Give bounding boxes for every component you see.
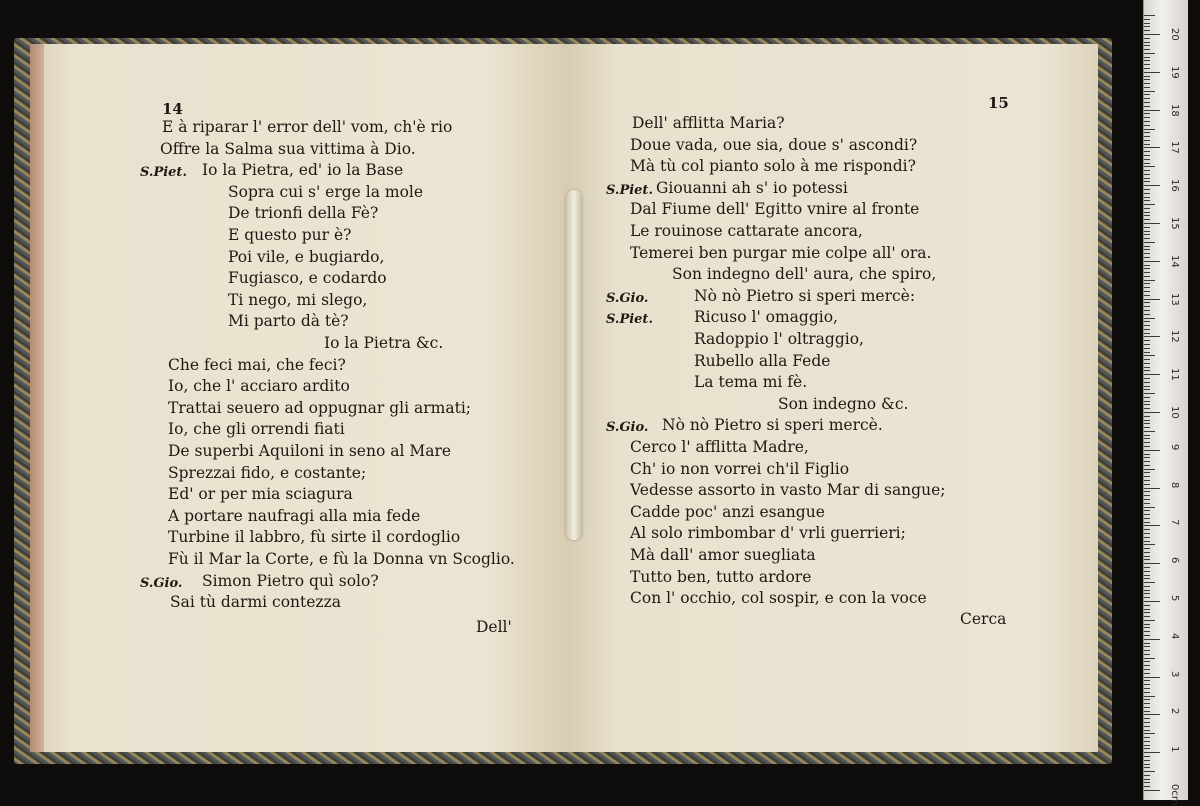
ruler-tick <box>1144 767 1150 768</box>
ruler-label: 16 <box>1169 179 1180 192</box>
verse-line: A portare naufragi alla mia fede <box>168 506 421 525</box>
verse-line: Cadde poc' anzi esangue <box>630 502 825 521</box>
ruler-tick <box>1144 325 1150 326</box>
ruler-tick <box>1144 571 1150 572</box>
ruler-tick <box>1144 457 1150 458</box>
ruler-tick <box>1144 646 1150 647</box>
ruler-tick <box>1144 163 1150 164</box>
ruler-tick <box>1144 435 1150 436</box>
page-number-left: 14 <box>162 100 183 118</box>
ruler-tick <box>1144 83 1150 84</box>
verse-line: Io, che gli orrendi fiati <box>168 420 345 439</box>
ruler-tick <box>1144 552 1150 553</box>
ruler-label: 9 <box>1169 443 1180 451</box>
ruler-tick <box>1144 257 1150 258</box>
ruler-tick <box>1144 295 1150 296</box>
ruler-tick <box>1144 45 1150 46</box>
ruler-tick <box>1144 166 1155 167</box>
ruler-tick <box>1144 677 1160 678</box>
ruler-tick <box>1144 110 1160 111</box>
ruler-tick <box>1144 299 1160 300</box>
ruler-tick <box>1144 291 1150 292</box>
verse-line: Sopra cui s' erge la mole <box>228 182 424 201</box>
ruler-tick <box>1144 620 1155 621</box>
ruler-tick <box>1144 60 1150 61</box>
ruler-tick <box>1144 129 1155 130</box>
ruler-tick <box>1144 518 1150 519</box>
ruler-tick <box>1144 669 1150 670</box>
ruler-tick <box>1144 771 1155 772</box>
ruler-tick <box>1144 454 1150 455</box>
ruler-tick <box>1144 423 1150 424</box>
page-number-right: 15 <box>988 94 1009 112</box>
ruler-tick <box>1144 132 1150 133</box>
verse-line: Dal Fiume dell' Egitto vnire al fronte <box>630 200 920 219</box>
ruler-tick <box>1144 19 1150 20</box>
ruler-tick <box>1144 616 1150 617</box>
verse-line: La tema mi fè. <box>694 373 808 392</box>
ruler-tick <box>1144 612 1150 613</box>
ruler-tick <box>1144 488 1160 489</box>
ruler-tick <box>1144 106 1150 107</box>
ruler-tick <box>1144 329 1150 330</box>
ruler-tick <box>1144 23 1150 24</box>
ruler-tick <box>1144 140 1150 141</box>
verse-line: Io la Pietra &c. <box>324 334 444 352</box>
ruler-label: 12 <box>1169 330 1180 344</box>
ruler-tick <box>1144 635 1150 636</box>
ruler-label: 2 <box>1169 708 1180 715</box>
ruler-tick <box>1144 484 1150 485</box>
ruler-tick <box>1144 151 1150 152</box>
ruler-tick <box>1144 567 1150 568</box>
verse-line: Son indegno &c. <box>778 394 909 413</box>
ruler-tick <box>1144 57 1150 58</box>
ruler-tick <box>1144 38 1150 39</box>
ruler-tick <box>1144 30 1150 31</box>
ruler-tick <box>1144 416 1150 417</box>
ruler-tick <box>1144 586 1150 587</box>
ruler-tick <box>1144 627 1150 628</box>
ruler-tick <box>1144 450 1160 451</box>
ruler-label: 5 <box>1169 595 1180 602</box>
ruler-tick <box>1144 181 1150 182</box>
ruler-tick <box>1144 68 1150 69</box>
ruler-tick <box>1144 661 1150 662</box>
ruler-tick <box>1144 174 1150 175</box>
ruler-tick <box>1144 711 1150 712</box>
ruler-tick <box>1144 563 1160 564</box>
verse-line: Al solo rimbombar d' vrli guerrieri; <box>630 524 906 543</box>
ruler-tick <box>1144 495 1150 496</box>
ruler-tick <box>1144 756 1150 757</box>
ruler-tick <box>1144 544 1155 545</box>
ruler-tick <box>1144 609 1150 610</box>
ruler-tick <box>1144 302 1150 303</box>
ruler-tick <box>1144 121 1150 122</box>
ruler-tick <box>1144 665 1150 666</box>
verse-line: De superbi Aquiloni in seno al Mare <box>168 442 452 460</box>
ruler-tick <box>1144 673 1150 674</box>
ruler-tick <box>1144 782 1150 783</box>
verse-line: Temerei ben purgar mie colpe all' ora. <box>630 243 932 262</box>
ruler-tick <box>1144 643 1150 644</box>
verse-line: Sprezzai fido, e costante; <box>168 463 367 482</box>
ruler-tick <box>1144 249 1150 250</box>
ruler-tick <box>1144 741 1150 742</box>
ruler-tick <box>1144 764 1150 765</box>
ruler-tick <box>1144 575 1150 576</box>
ruler-tick <box>1144 472 1150 473</box>
ruler-tick <box>1144 280 1155 281</box>
ruler-tick <box>1144 159 1150 160</box>
verse-line: Io la Pietra, ed' io la Base <box>202 161 404 180</box>
ruler-tick <box>1144 537 1150 538</box>
ruler-tick <box>1144 503 1150 504</box>
ruler-tick <box>1144 692 1150 693</box>
ruler-tick <box>1144 514 1150 515</box>
ruler-tick <box>1144 510 1150 511</box>
ruler-tick <box>1144 582 1155 583</box>
ruler-tick <box>1144 34 1160 35</box>
ruler-tick <box>1144 272 1150 273</box>
verse-line: Son indegno dell' aura, che spiro, <box>672 265 937 284</box>
ruler-tick <box>1144 242 1155 243</box>
ruler-label: 6 <box>1169 557 1180 564</box>
verse-line: Ricuso l' omaggio, <box>694 308 838 327</box>
ruler-tick <box>1144 556 1150 557</box>
verse-line: Ch' io non vorrei ch'il Figlio <box>630 459 850 478</box>
ruler-tick <box>1144 355 1155 356</box>
ruler-tick <box>1144 367 1150 368</box>
ruler-tick <box>1144 227 1150 228</box>
ruler-tick <box>1144 314 1150 315</box>
verse-line: Vedesse assorto in vasto Mar di sangue; <box>630 481 946 500</box>
ruler-label: 10 <box>1169 406 1180 419</box>
ruler-tick <box>1144 699 1150 700</box>
ruler-tick <box>1144 212 1150 213</box>
verse-line: Doue vada, oue sia, doue s' ascondi? <box>630 135 918 154</box>
verse-line: Io, che l' acciaro ardito <box>168 377 350 396</box>
ruler-label: 7 <box>1169 519 1180 526</box>
ruler-tick <box>1144 42 1150 43</box>
ruler-tick <box>1144 178 1150 179</box>
ruler-tick <box>1144 246 1150 247</box>
ruler-tick <box>1144 234 1150 235</box>
ruler-tick <box>1144 650 1150 651</box>
verse-line: Ed' or per mia sciagura <box>168 485 353 504</box>
verse-line: Tutto ben, tutto ardore <box>630 567 812 586</box>
ruler-tick <box>1144 412 1160 413</box>
ruler-tick <box>1144 722 1150 723</box>
verse-line: Simon Pietro quì solo? <box>202 571 379 590</box>
ruler-tick <box>1144 197 1150 198</box>
verse-line: Radoppio l' oltraggio, <box>694 330 864 348</box>
measuring-ruler <box>1143 0 1188 806</box>
ruler-tick <box>1144 208 1150 209</box>
ruler-tick <box>1144 382 1150 383</box>
ruler-tick <box>1144 525 1160 526</box>
catchword-right: Cerca <box>960 610 1007 628</box>
ruler-tick <box>1144 26 1150 27</box>
ruler-tick <box>1144 64 1150 65</box>
ruler-tick <box>1144 752 1160 753</box>
ruler-tick <box>1144 15 1155 16</box>
ruler-tick <box>1144 147 1160 148</box>
ruler-tick <box>1144 253 1150 254</box>
ruler-tick <box>1144 321 1150 322</box>
ruler-tick <box>1144 779 1150 780</box>
ruler-tick <box>1144 420 1150 421</box>
verse-line: Mà dall' amor suegliata <box>630 546 816 564</box>
verse-line: Giouanni ah s' io potessi <box>656 178 848 197</box>
ruler-tick <box>1144 718 1150 719</box>
verse-line: Mà tù col pianto solo à me rispondi? <box>630 157 916 176</box>
ruler-tick <box>1144 76 1150 77</box>
ruler-tick <box>1144 658 1155 659</box>
ruler-tick <box>1144 499 1150 500</box>
ruler-tick <box>1144 336 1160 337</box>
ruler-tick <box>1144 261 1160 262</box>
ruler-tick <box>1144 714 1160 715</box>
ruler-tick <box>1144 745 1150 746</box>
ruler-tick <box>1144 446 1150 447</box>
speaker-label: S.Piet. <box>140 165 187 181</box>
ruler-tick <box>1144 344 1150 345</box>
right-page <box>566 44 1098 752</box>
ruler-tick <box>1144 283 1150 284</box>
ruler-label: 15 <box>1169 217 1180 230</box>
ruler-tick <box>1144 680 1150 681</box>
ruler-tick <box>1144 401 1150 402</box>
verse-line: De trionfi della Fè? <box>228 204 379 223</box>
ruler-tick <box>1144 578 1150 579</box>
ruler-tick <box>1144 378 1150 379</box>
ruler-tick <box>1144 480 1150 481</box>
ruler-tick <box>1144 79 1150 80</box>
ruler-tick <box>1144 136 1150 137</box>
ruler-tick <box>1144 461 1150 462</box>
ruler-tick <box>1144 333 1150 334</box>
ruler-label: 17 <box>1169 141 1180 155</box>
verse-line: Fugiasco, e codardo <box>228 269 387 288</box>
ruler-tick <box>1144 170 1150 171</box>
ruler-tick <box>1144 306 1150 307</box>
binding-thread <box>566 190 582 540</box>
verse-line: E questo pur è? <box>228 226 352 244</box>
verse-line: Offre la Salma sua vittima à Dio. <box>160 139 416 158</box>
speaker-label: S.Gio. <box>606 420 649 436</box>
ruler-tick <box>1144 465 1150 466</box>
ruler-tick <box>1144 684 1150 685</box>
ruler-tick <box>1144 442 1150 443</box>
ruler-tick <box>1144 605 1150 606</box>
ruler-tick <box>1144 469 1155 470</box>
ruler-tick <box>1144 438 1150 439</box>
ruler-tick <box>1144 72 1160 73</box>
ruler-tick <box>1144 696 1155 697</box>
verse-line: Poi vile, e bugiardo, <box>228 247 385 266</box>
ruler-tick <box>1144 49 1150 50</box>
ruler-label: 3 <box>1169 670 1180 677</box>
verse-line: E à riparar l' error dell' vom, ch'è rio <box>162 118 453 136</box>
ruler-tick <box>1144 155 1150 156</box>
ruler-tick <box>1144 87 1150 88</box>
ruler-tick <box>1144 389 1150 390</box>
ruler-tick <box>1144 352 1150 353</box>
verse-line: Sai tù darmi contezza <box>170 593 342 612</box>
ruler-tick <box>1144 117 1150 118</box>
ruler-tick <box>1144 102 1150 103</box>
verse-line: Dell' afflitta Maria? <box>632 114 785 132</box>
ruler-tick <box>1144 491 1150 492</box>
ruler-tick <box>1144 370 1150 371</box>
ruler-label: 20 <box>1169 28 1180 41</box>
ruler-label: 8 <box>1169 481 1180 488</box>
ruler-tick <box>1144 98 1150 99</box>
ruler-tick <box>1144 189 1150 190</box>
ruler-tick <box>1144 522 1150 523</box>
ruler-tick <box>1144 597 1150 598</box>
ruler-tick <box>1144 125 1150 126</box>
left-page <box>30 44 566 752</box>
verse-line: Cerco l' afflitta Madre, <box>630 438 809 456</box>
ruler-tick <box>1144 775 1150 776</box>
speaker-label: S.Gio. <box>140 575 183 591</box>
verse-line: Rubello alla Fede <box>694 351 831 370</box>
ruler-tick <box>1144 386 1150 387</box>
verse-line: Turbine il labbro, fù sirte il cordoglio <box>168 528 461 547</box>
ruler-label: 18 <box>1169 103 1180 117</box>
ruler-tick <box>1144 318 1155 319</box>
ruler-label: 4 <box>1169 632 1180 640</box>
ruler-tick <box>1144 393 1155 394</box>
verse-line: Ti nego, mi slego, <box>228 290 368 309</box>
ruler-label: 13 <box>1169 292 1180 306</box>
ruler-tick <box>1144 601 1160 602</box>
ruler-tick <box>1144 185 1160 186</box>
ruler-tick <box>1144 529 1150 530</box>
ruler-tick <box>1144 363 1150 364</box>
ruler-tick <box>1144 397 1150 398</box>
ruler-tick <box>1144 94 1150 95</box>
speaker-label: S.Piet. <box>606 312 653 328</box>
speaker-label: S.Piet. <box>606 182 653 198</box>
ruler-label: 19 <box>1169 65 1180 79</box>
ruler-tick <box>1144 639 1160 640</box>
ruler-tick <box>1144 144 1150 145</box>
ruler-label: 0cm <box>1169 784 1180 806</box>
ruler-tick <box>1144 231 1150 232</box>
verse-line: Fù il Mar la Corte, e fù la Donna vn Scoglio. <box>168 550 515 568</box>
ruler-tick <box>1144 223 1160 224</box>
ruler-tick <box>1144 427 1150 428</box>
ruler-tick <box>1144 53 1155 54</box>
verse-line: Nò nò Pietro si speri mercè: <box>694 286 916 305</box>
verse-line: Trattai seuero ad oppugnar gli armati; <box>168 398 472 417</box>
ruler-tick <box>1144 748 1150 749</box>
ruler-tick <box>1144 559 1150 560</box>
verse-line: Mi parto dà tè? <box>228 312 349 331</box>
ruler-tick <box>1144 476 1150 477</box>
ruler-tick <box>1144 408 1150 409</box>
ruler-tick <box>1144 786 1150 787</box>
ruler-label: 1 <box>1169 746 1180 753</box>
ruler-tick <box>1144 707 1150 708</box>
ruler-tick <box>1144 654 1150 655</box>
ruler-tick <box>1144 374 1160 375</box>
ruler-label: 14 <box>1169 254 1180 268</box>
catchword-left: Dell' <box>476 618 512 636</box>
ruler-tick <box>1144 590 1150 591</box>
ruler-tick <box>1144 624 1150 625</box>
ruler-tick <box>1144 340 1150 341</box>
ruler-tick <box>1144 404 1150 405</box>
ruler-tick <box>1144 703 1150 704</box>
ruler-tick <box>1144 790 1160 791</box>
ruler-tick <box>1144 265 1150 266</box>
ruler-tick <box>1144 533 1150 534</box>
ruler-tick <box>1144 268 1150 269</box>
verse-line: Con l' occhio, col sospir, e con la voce <box>630 589 927 608</box>
ruler-tick <box>1144 688 1150 689</box>
ruler-tick <box>1144 431 1155 432</box>
ruler-tick <box>1144 548 1150 549</box>
ruler-tick <box>1144 726 1150 727</box>
ruler-tick <box>1144 507 1155 508</box>
verse-line: Le rouinose cattarate ancora, <box>630 222 863 240</box>
verse-line: Nò nò Pietro si speri mercè. <box>662 416 883 435</box>
ruler-label: 11 <box>1169 368 1180 381</box>
ruler-tick <box>1144 760 1150 761</box>
ruler-tick <box>1144 541 1150 542</box>
ruler-tick <box>1144 200 1150 201</box>
ruler-tick <box>1144 359 1150 360</box>
ruler-tick <box>1144 204 1155 205</box>
ruler-tick <box>1144 593 1150 594</box>
ruler-tick <box>1144 737 1150 738</box>
verse-line: Che feci mai, che feci? <box>168 355 346 374</box>
ruler-tick <box>1144 276 1150 277</box>
ruler-tick <box>1144 631 1150 632</box>
ruler-tick <box>1144 348 1150 349</box>
ruler-tick <box>1144 113 1150 114</box>
ruler-tick <box>1144 310 1150 311</box>
ruler-tick <box>1144 91 1155 92</box>
ruler-tick <box>1144 287 1150 288</box>
ruler-tick <box>1144 219 1150 220</box>
ruler-tick <box>1144 730 1150 731</box>
speaker-label: S.Gio. <box>606 290 649 306</box>
ruler-tick <box>1144 193 1150 194</box>
ruler-tick <box>1144 733 1155 734</box>
ruler-tick <box>1144 215 1150 216</box>
ruler-tick <box>1144 238 1150 239</box>
book-spread <box>30 44 1098 752</box>
